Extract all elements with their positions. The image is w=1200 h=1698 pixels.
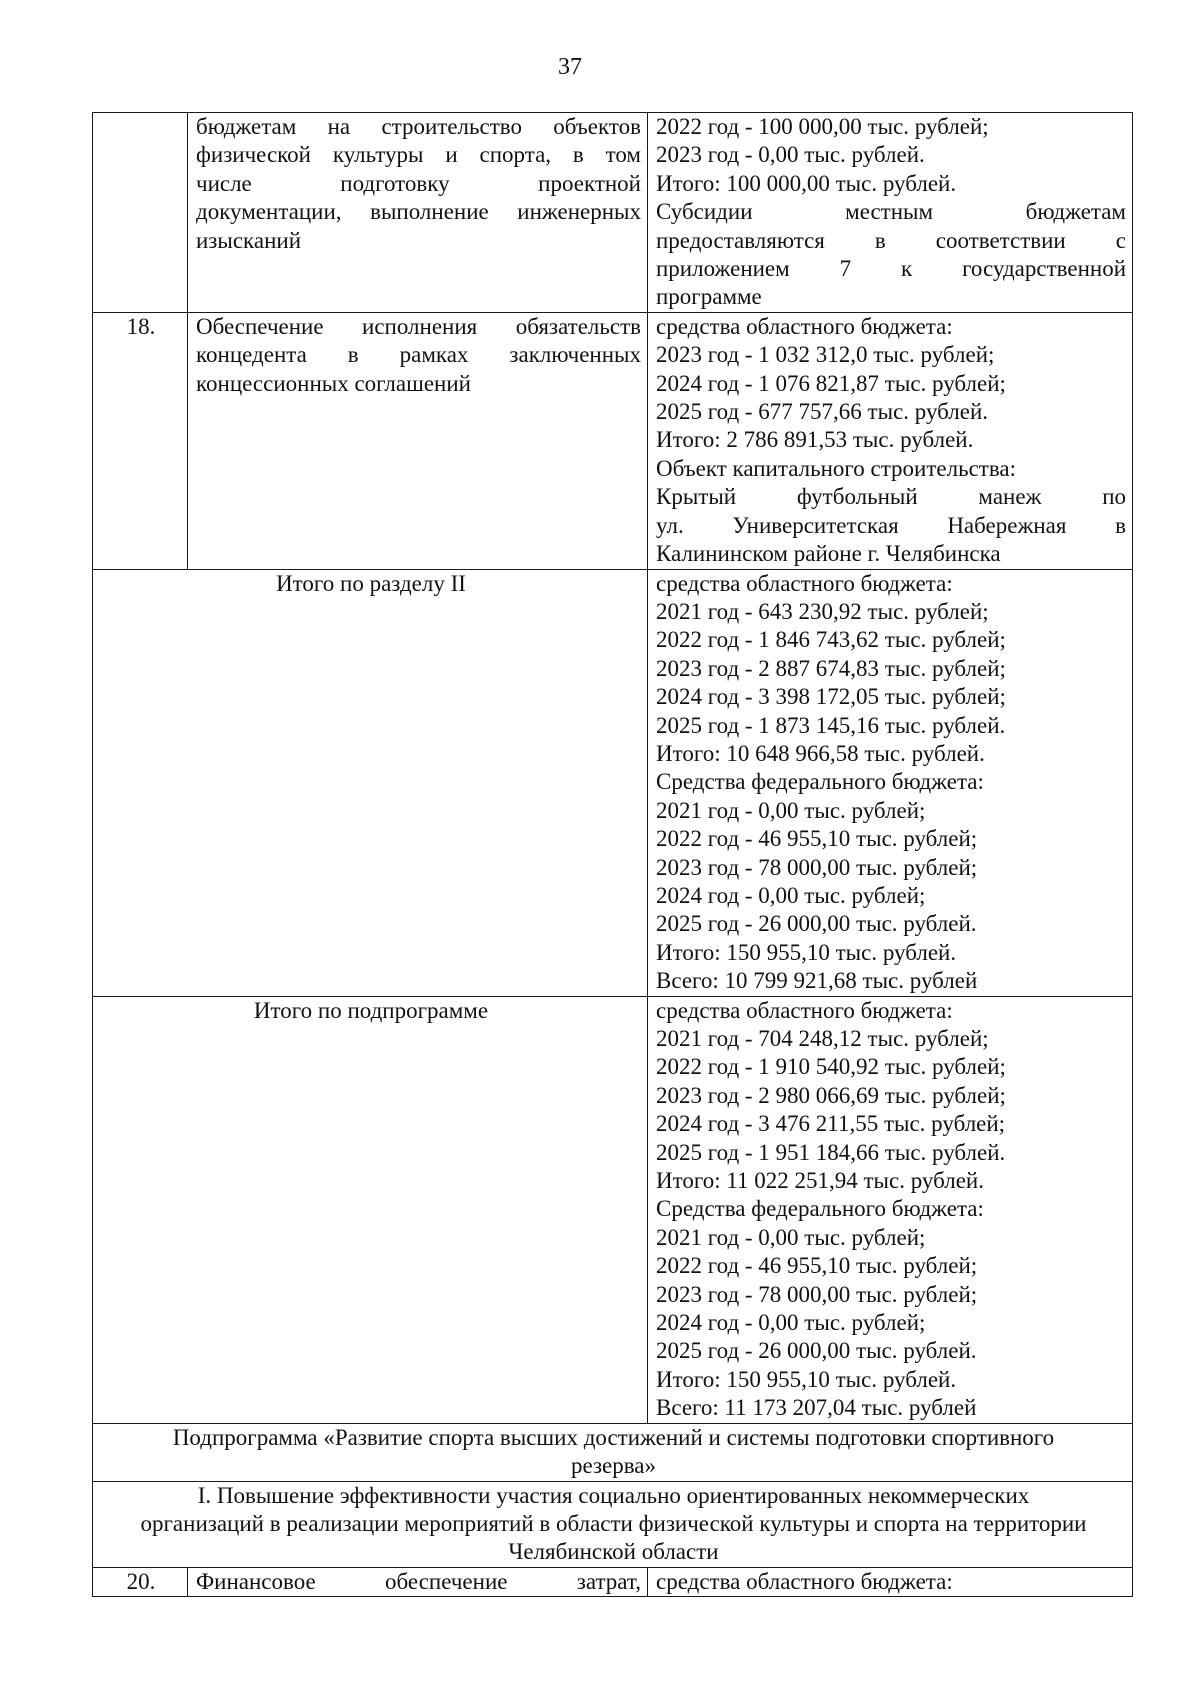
name-line: изысканий	[196, 227, 302, 253]
finance-line: Средства федерального бюджета:	[656, 769, 984, 795]
financing-cell	[648, 996, 1133, 1423]
finance-line: Итого: 100 000,00 тыс. рублей.	[656, 170, 957, 196]
name-line: физической культуры и спорта, в том	[196, 142, 641, 168]
section-header-cell	[93, 1481, 1133, 1567]
finance-line: ул. Университетская Набережная в	[656, 512, 1126, 538]
finance-line: средства областного бюджета:	[656, 1568, 953, 1594]
finance-line: 2023 год - 78 000,00 тыс. рублей;	[656, 1281, 978, 1307]
table-row-subprogram-header	[93, 1423, 1133, 1481]
financing-cell	[648, 312, 1133, 569]
finance-line: 2023 год - 78 000,00 тыс. рублей;	[656, 854, 978, 880]
financing-cell	[648, 569, 1133, 996]
subprogram-header-line: Подпрограмма «Развитие спорта высших достижений и системы подготовки спортивного	[172, 1424, 1055, 1450]
finance-line: средства областного бюджета:	[656, 313, 953, 339]
total-label-cell: Итого по разделу II	[93, 569, 648, 996]
finance-line: 2021 год - 0,00 тыс. рублей;	[656, 1224, 926, 1250]
name-line: документации, выполнение инженерных	[196, 199, 641, 225]
finance-line: 2021 год - 0,00 тыс. рублей;	[656, 797, 926, 823]
finance-line: 2021 год - 643 230,92 тыс. рублей;	[656, 598, 989, 624]
finance-line: 2024 год - 0,00 тыс. рублей;	[656, 1310, 926, 1336]
finance-line: 2024 год - 3 398 172,05 тыс. рублей;	[656, 684, 1006, 710]
table-row-18	[93, 312, 1133, 569]
row-number-cell	[93, 113, 188, 313]
finance-line: Итого: 150 955,10 тыс. рублей.	[656, 1366, 957, 1392]
table-row-section-header	[93, 1481, 1133, 1567]
row-number-cell: 20.	[93, 1567, 188, 1596]
finance-line: 2025 год - 26 000,00 тыс. рублей.	[656, 1338, 977, 1364]
finance-line: 2025 год - 26 000,00 тыс. рублей.	[656, 911, 977, 937]
finance-line: 2023 год - 0,00 тыс. рублей.	[656, 142, 925, 168]
name-line: Обеспечение исполнения обязательств	[196, 313, 641, 339]
finance-line: 2024 год - 3 476 211,55 тыс. рублей;	[656, 1111, 1006, 1137]
name-line: концессионных соглашений	[196, 370, 471, 396]
row-number-cell: 18.	[93, 312, 188, 569]
finance-line: 2022 год - 100 000,00 тыс. рублей;	[656, 114, 989, 139]
finance-line: Итого: 11 022 251,94 тыс. рублей.	[656, 1168, 984, 1194]
finance-line: 2025 год - 1 951 184,66 тыс. рублей.	[656, 1139, 1006, 1165]
name-line: числе подготовку проектной	[196, 170, 641, 196]
finance-line: программе	[656, 284, 762, 310]
activity-name-cell	[188, 1567, 648, 1596]
total-label-cell: Итого по подпрограмме	[93, 996, 648, 1423]
section-header-line: Челябинской области	[508, 1539, 719, 1565]
finance-line: 2023 год - 2 980 066,69 тыс. рублей;	[656, 1082, 1006, 1108]
finance-line: 2023 год - 1 032 312,0 тыс. рублей;	[656, 342, 995, 368]
finance-line: Средства федерального бюджета:	[656, 1196, 984, 1222]
finance-line: Объект капитального строительства:	[656, 455, 1016, 481]
finance-line: 2022 год - 1 910 540,92 тыс. рублей;	[656, 1054, 1006, 1080]
finance-line: 2022 год - 46 955,10 тыс. рублей;	[656, 826, 978, 852]
finance-line: Итого: 10 648 966,58 тыс. рублей.	[656, 740, 985, 766]
finance-line: 2023 год - 2 887 674,83 тыс. рублей;	[656, 655, 1006, 681]
finance-line: 2025 год - 677 757,66 тыс. рублей.	[656, 399, 989, 425]
financing-cell	[648, 113, 1133, 313]
table-row-20	[93, 1567, 1133, 1596]
name-line: Финансовое обеспечение затрат,	[196, 1568, 641, 1594]
finance-line: средства областного бюджета:	[656, 997, 953, 1023]
subprogram-header-cell	[93, 1423, 1133, 1481]
table-row-17-continued	[93, 113, 1133, 313]
finance-line: 2025 год - 1 873 145,16 тыс. рублей.	[656, 712, 1006, 738]
page-number: 37	[558, 54, 582, 80]
finance-line: 2024 год - 1 076 821,87 тыс. рублей;	[656, 370, 1006, 396]
finance-line: средства областного бюджета:	[656, 570, 953, 596]
finance-line: 2022 год - 46 955,10 тыс. рублей;	[656, 1253, 978, 1279]
finance-line: Всего: 11 173 207,04 тыс. рублей	[656, 1395, 977, 1421]
section-header-line: I. Повышение эффективности участия социально ориентированных некоммерческих	[197, 1482, 1030, 1508]
table-row-section-total	[93, 569, 1133, 996]
finance-line: предоставляются в соответствии с	[656, 227, 1126, 253]
activity-name-cell	[188, 113, 648, 313]
finance-line: Крытый футбольный манеж по	[656, 484, 1126, 510]
name-line: концедента в рамках заключенных	[196, 342, 641, 368]
budget-table	[92, 112, 1133, 1597]
finance-line: Итого: 150 955,10 тыс. рублей.	[656, 939, 957, 965]
finance-line: Всего: 10 799 921,68 тыс. рублей	[656, 968, 978, 994]
name-line: бюджетам на строительство объектов	[196, 114, 641, 139]
finance-line: Субсидии местным бюджетам	[656, 199, 1126, 225]
activity-name-cell	[188, 312, 648, 569]
section-header-line: организаций в реализации мероприятий в области физической культуры и спорта на территории	[140, 1510, 1087, 1536]
finance-line: 2021 год - 704 248,12 тыс. рублей;	[656, 1026, 989, 1051]
finance-line: 2022 год - 1 846 743,62 тыс. рублей;	[656, 627, 1006, 653]
finance-line: приложением 7 к государственной	[656, 256, 1126, 282]
finance-line: Калининском районе г. Челябинска	[656, 541, 1001, 567]
finance-line: Итого: 2 786 891,53 тыс. рублей.	[656, 427, 974, 453]
finance-line: 2024 год - 0,00 тыс. рублей;	[656, 882, 926, 908]
financing-cell	[648, 1567, 1133, 1596]
subprogram-header-line: резерва»	[570, 1453, 657, 1479]
table-row-subprogram-total	[93, 996, 1133, 1423]
